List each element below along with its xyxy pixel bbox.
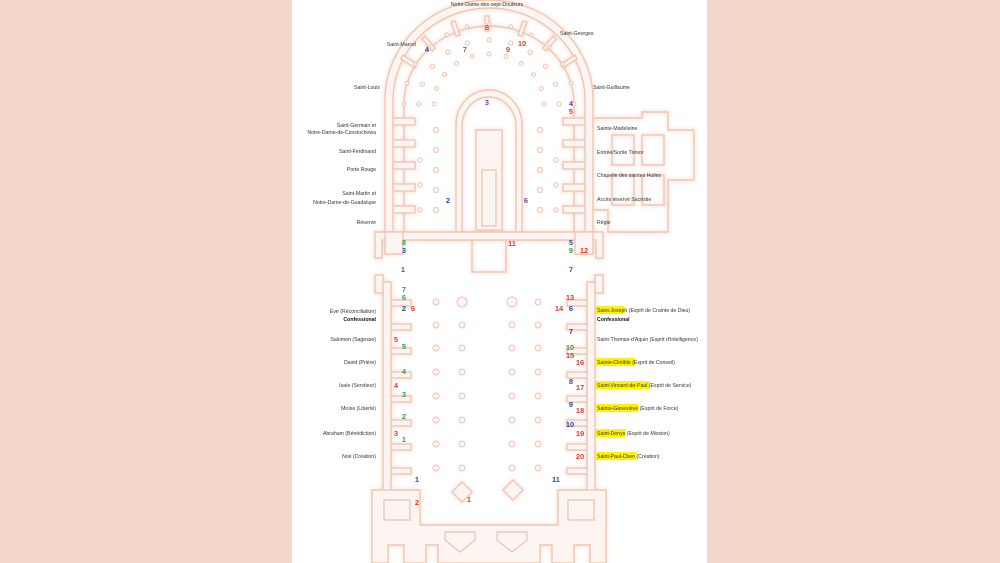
pillar [535,345,541,351]
marker-n19_nave_r: 19 [575,429,585,438]
pillar [433,441,439,447]
marker-n12_cross: 12 [579,246,589,255]
pillar [509,393,515,399]
marker-n2_nave_l_g: 2 [401,412,407,421]
marker-n5_nave_l_g: 5 [401,342,407,351]
marker-n2_choir: 2 [445,196,451,205]
marker-n1_entry_l: 1 [414,475,420,484]
marker-n8_nave_r: 8 [568,377,574,386]
marker-n6_nave_r: 6 [568,304,574,313]
label-entree-tresor: Entrée/Sortie Trésor [597,150,644,156]
label-reserve: Réserve [356,220,376,226]
pillar [539,87,543,91]
label-sainte-madeleine: Sainte-Madeleine [597,126,638,132]
pillar [547,46,551,50]
marker-n9_top: 9 [505,45,511,54]
label-abraham: Abraham (Bénédiction) [322,431,376,437]
pillar [433,167,438,172]
pillar [528,50,532,54]
pillar [459,369,465,375]
marker-n6_choir: 6 [523,196,529,205]
pillar [459,417,465,423]
pillar [561,62,565,66]
nave-right-wall [587,282,595,525]
pillar [535,417,541,423]
marker-n9_nave_r: 9 [568,400,574,409]
pillar [459,441,465,447]
pillar [537,127,542,132]
pillar [433,207,438,212]
pillar [433,393,439,399]
pillar [459,465,465,471]
marker-n10_top: 10 [517,39,527,48]
pillar [459,393,465,399]
pillar [455,62,459,66]
pillar [535,441,541,447]
pillar [432,102,436,106]
pillar [553,82,557,86]
label-saint-paul: Saint-Paul-Chen (Création) [597,454,660,460]
label-noe: Noé (Création) [341,454,376,460]
pillar [433,322,439,328]
pillar [554,158,558,162]
label-saint-thomas: Saint-Thomas-d'Aquin (Esprit d'Intelligence) [597,337,698,343]
marker-n18_nave_r: 18 [575,406,585,415]
pillar [433,187,438,192]
pillar [509,25,513,29]
pillar [433,465,439,471]
marker-n1_transept: 1 [400,265,406,274]
marker-n13_nave_r: 13 [565,293,575,302]
pillar [418,183,422,187]
pillar [537,147,542,152]
label-saint-ferdinand: Saint-Ferdinand [339,149,376,155]
pillar [435,87,439,91]
label-porte-rouge: Porte Rouge [346,167,376,173]
marker-n2_entry_l: 2 [414,498,420,507]
marker-n5_right: 5 [568,107,574,116]
pillar [457,297,467,307]
pillar [531,73,535,77]
chapel-labels [307,2,698,460]
pillar [405,81,409,85]
pillar [535,322,541,328]
pillar [557,102,561,106]
transept-right-pier [595,275,603,293]
label-sainte-clotilde: Sainte-Clotilde (Esprit de Conseil) [597,360,675,366]
pillar [433,417,439,423]
label-saint-germain-2: Notre-Dame-de-Czestochowa [307,130,376,136]
pillar [537,187,542,192]
marker-n14_nave_r: 14 [554,304,564,313]
label-isaie: Isaïe (Serviteur) [339,383,376,389]
label-saint-denys: Saint-Denys (Esprit de Mission) [597,431,670,437]
pillar [504,54,508,58]
label-saint-georges: Saint-Georges [560,31,594,37]
marker-n5_nave_l: 5 [393,335,399,344]
label-saintes-huiles: Chapelle des saintes Huiles [597,173,662,179]
pillar [487,38,491,42]
pillar [509,417,515,423]
marker-n8_cross: 8 [401,238,407,247]
pillar [535,465,541,471]
pillar [509,369,515,375]
pillar [509,322,515,328]
pillar [487,52,491,56]
pillar [554,208,558,212]
pillar [459,345,465,351]
pillar [507,297,517,307]
label-saint-vincent: Saint-Vincent-de-Paul (Esprit de Service) [597,383,692,389]
marker-n6_nave_l_red: 6 [410,304,416,313]
pillar [420,82,424,86]
pillar [433,345,439,351]
pillar [537,207,542,212]
marker-n1_entry_c: 1 [466,495,472,504]
marker-n7_top: 7 [462,45,468,54]
west-facade [372,490,606,563]
label-acces-sacristie: Accès réservé Sacristie [597,197,652,203]
label-saint-guillaume: Saint-Guillaume [593,85,630,91]
label-notre-dame: Notre-Dame-des-sept-Douleurs [450,2,524,8]
nave-left-wall [383,282,391,525]
pillar [519,62,523,66]
marker-n4_right: 4 [568,99,574,108]
pillar [543,64,547,68]
choir-stalls [476,130,502,230]
pillar [445,33,449,37]
pillar [433,369,439,375]
marker-n10_nave_r: 10 [565,343,575,352]
marker-n7_nave_r: 7 [568,327,574,336]
marker-n20_nave_r: 20 [575,452,585,461]
label-confessional-right: Confessional [597,317,630,323]
label-saint-marcel: Saint-Marcel [386,42,416,48]
pillar [470,54,474,58]
marker-n2_nave_l: 2 [401,304,407,313]
marker-n4_top: 4 [424,45,430,54]
marker-n15_nave_r: 15 [565,351,575,360]
marker-n11_cross: 11 [508,239,516,248]
pillar [433,127,438,132]
pillar [554,183,558,187]
marker-n3_nave_l: 3 [393,429,399,438]
pillar [418,158,422,162]
label-regie: Régie [597,220,611,226]
pillar [530,33,534,37]
marker-n4_nave_l: 4 [393,381,399,390]
pillar [459,322,465,328]
pillar [433,147,438,152]
marker-n3_choir: 3 [484,98,490,107]
pillar [433,299,439,305]
marker-n5_cross: 5 [568,238,574,247]
transept-left-pier [375,275,383,293]
pillar [535,393,541,399]
marker-n6_nave_l: 6 [401,293,407,302]
marker-n9_cross: 9 [568,246,574,255]
pillar [446,50,450,54]
label-saint-martin-2: Notre-Dame-de-Guadalupe [313,200,376,206]
marker-n1_nave_l_g: 1 [401,435,407,444]
pillar [430,64,434,68]
pillar [402,102,406,106]
pillar [443,73,447,77]
marker-n3_nave_l_g: 3 [401,390,407,399]
pillar [417,102,421,106]
marker-n3_cross: 3 [401,246,407,255]
marker-n17_nave_r: 17 [575,383,585,392]
label-sainte-genevieve: Sainte-Geneviève (Esprit de Force) [597,406,679,412]
pillar [509,345,515,351]
pillar [509,465,515,471]
marker-n10_nave_r_b: 10 [565,420,575,429]
label-saint-louis: Saint-Louis [354,85,380,91]
pillar [535,299,541,305]
marker-n7_transept: 7 [568,265,574,274]
marker-n11_entry_r: 11 [552,475,560,484]
pillar [414,62,418,66]
pillar [509,441,515,447]
marker-n4_nave_l_g: 4 [401,367,407,376]
label-salomon: Salomon (Sagesse) [330,337,376,343]
label-david: David (Prière) [344,360,376,366]
label-saint-martin-1: Saint-Martin et [342,191,376,197]
marker-n7_nave_l: 7 [401,285,407,294]
label-eve: Ève (Réconciliation) [329,309,376,315]
label-moise: Moïse (Liberté) [341,406,376,412]
pillar [535,369,541,375]
pillar [569,81,573,85]
pillar [418,208,422,212]
pillar [465,25,469,29]
marker-n8_top: 8 [484,23,490,32]
label-saint-joseph: Saint-Joseph (Esprit de Crainte de Dieu) [597,308,691,314]
pillar [542,102,546,106]
label-saint-germain-1: Saint-Germain et [336,123,376,129]
marker-n16_nave_r: 16 [575,358,585,367]
pillar [537,167,542,172]
label-confessional-left: Confessional [343,317,376,323]
